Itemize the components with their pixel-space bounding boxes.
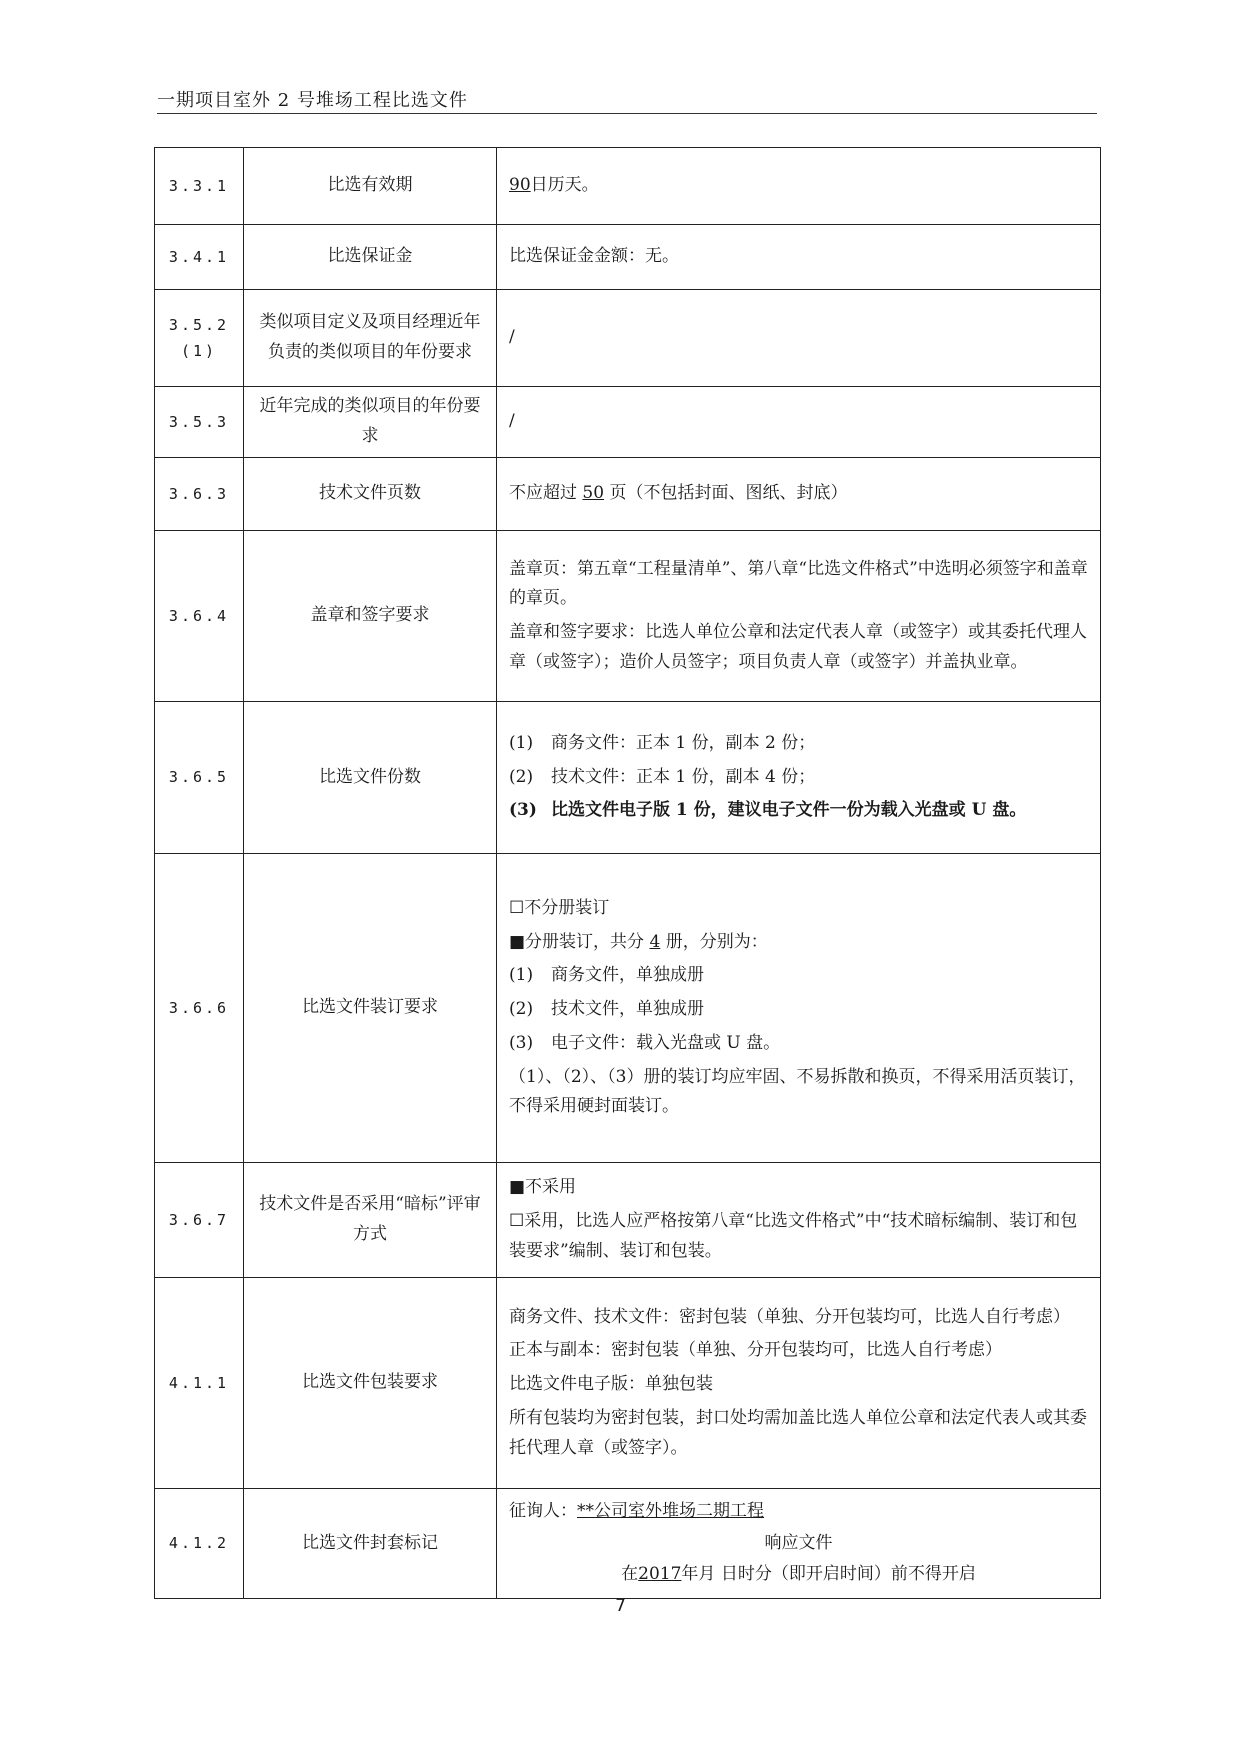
table-row [155, 1278, 1101, 1489]
clause-number: 3.3.1 [155, 148, 244, 225]
page-header: 一期项目室外 2 号堆场工程比选文件 [157, 90, 468, 111]
clause-content: 不应超过 50 页（不包括封面、图纸、封底） [497, 458, 1101, 531]
validity-days: 90 [509, 175, 531, 196]
list-item: (3) 比选文件电子版 1 份，建议电子文件一份为载入光盘或 U 盘。 [509, 800, 1027, 821]
clause-item: 盖章和签字要求 [244, 531, 497, 702]
page-limit: 50 [582, 483, 605, 504]
clause-number: 3.6.4 [155, 531, 244, 702]
list-item: (2) 技术文件：正本 1 份，副本 4 份； [509, 766, 816, 787]
clause-item: 比选文件装订要求 [244, 854, 497, 1163]
table-row [155, 458, 1101, 531]
clause-number: 3.5.2 (1) [155, 290, 244, 387]
clause-item: 技术文件是否采用“暗标”评审方式 [244, 1163, 497, 1278]
clause-content: 比选保证金金额：无。 [497, 225, 1101, 290]
clause-number: 3.5.3 [155, 387, 244, 458]
clause-number: 4.1.2 [155, 1489, 244, 1599]
table-row [155, 531, 1101, 702]
clause-content: 盖章页：第五章“工程量清单”、第八章“比选文件格式”中选明必须签字和盖章的章页。 盖章和签字要求：比选人单位公章和法定代表人章（或签字）或其委托代理人章（或签字）；造价人员签字；项目负责人章（或签字）并盖执业章。 [497, 531, 1101, 702]
clause-content: 90日历天。 [497, 148, 1101, 225]
clause-item: 类似项目定义及项目经理近年负责的类似项目的年份要求 [244, 290, 497, 387]
clause-item: 技术文件页数 [244, 458, 497, 531]
table-row [155, 854, 1101, 1163]
list-item: (3) 电子文件：载入光盘或 U 盘。 [509, 1032, 781, 1053]
checkbox-option: ■不采用 [509, 1177, 577, 1198]
clause-content: / [497, 290, 1101, 387]
clause-content [497, 702, 1101, 854]
table-row [155, 1163, 1101, 1278]
table-row [155, 387, 1101, 458]
clause-table [154, 147, 1101, 1599]
clause-item: 比选文件份数 [244, 702, 497, 854]
table-row [155, 225, 1101, 290]
checkbox-option: ☐采用，比选人应严格按第八章“比选文件格式”中“技术暗标编制、装订和包装要求”编制、装订和包装。 [509, 1211, 1078, 1261]
clause-number: 3.6.6 [155, 854, 244, 1163]
clause-content: / [497, 387, 1101, 458]
clause-number: 3.6.5 [155, 702, 244, 854]
clause-number: 4.1.1 [155, 1278, 244, 1489]
clause-number: 3.6.7 [155, 1163, 244, 1278]
list-item: (1) 商务文件，单独成册 [509, 965, 704, 986]
clause-item: 比选保证金 [244, 225, 497, 290]
table-row [155, 702, 1101, 854]
clause-number: 3.6.3 [155, 458, 244, 531]
clause-item: 近年完成的类似项目的年份要求 [244, 387, 497, 458]
table-row [155, 1489, 1101, 1599]
clause-item: 比选有效期 [244, 148, 497, 225]
list-item: (1) 商务文件：正本 1 份，副本 2 份； [509, 732, 816, 753]
clause-content: 征询人：**公司室外堆场二期工程 响应文件 在2017年月 日时分（即开启时间）前不得开启 [497, 1489, 1101, 1599]
checkbox-option: ■分册装订，共分 4 册，分别为： [509, 931, 768, 952]
page-number: 7 [615, 1596, 626, 1616]
clause-content: ☐不分册装订 ■分册装订，共分 4 册，分别为： (1) 商务文件，单独成册 (2) 技术文件，单独成册 (3) 电子文件：载入光盘或 U 盘。 （1）、（2）、（3）册的装订均应牢固、不易拆散和换页，不得采用活页装订，不得采用硬封面装订。 [497, 854, 1101, 1163]
clause-number: 3.4.1 [155, 225, 244, 290]
table-row [155, 290, 1101, 387]
clause-content [497, 1163, 1101, 1278]
table-row [155, 148, 1101, 225]
list-item: (2) 技术文件，单独成册 [509, 999, 704, 1020]
clause-item: 比选文件封套标记 [244, 1489, 497, 1599]
clause-item: 比选文件包装要求 [244, 1278, 497, 1489]
clause-content: 商务文件、技术文件：密封包装（单独、分开包装均可，比选人自行考虑） 正本与副本：密封包装（单独、分开包装均可，比选人自行考虑） 比选文件电子版：单独包装 所有包装均为密封包装，封口处均需加盖比选人单位公章和法定代表人或其委托代理人章（或签字）。 [497, 1278, 1101, 1489]
header-rule [157, 113, 1097, 114]
checkbox-option: ☐不分册装订 [509, 897, 610, 918]
